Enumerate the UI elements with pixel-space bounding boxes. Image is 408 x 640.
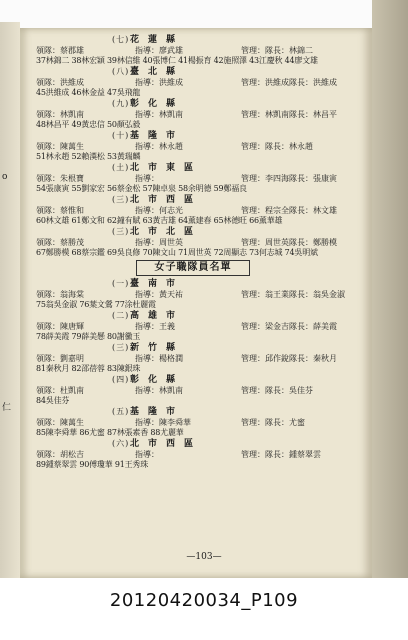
staff-role: 指導：楊格潤	[135, 354, 183, 363]
roster-section	[36, 34, 354, 66]
staff-line	[36, 174, 354, 184]
staff-role: 指導：林永趙	[135, 142, 183, 151]
roster-section	[36, 162, 354, 194]
staff-line	[36, 142, 354, 152]
member-list: 45洪維成 46林金益 47吳飛龍	[36, 88, 141, 97]
staff-line	[36, 418, 354, 428]
staff-role: 指導：林凱南	[135, 110, 183, 119]
staff-role: 指導：洪維成	[135, 78, 183, 87]
roster-section	[36, 406, 354, 438]
section-number: (三)	[112, 343, 130, 352]
page-number: —103—	[186, 552, 222, 562]
staff-role: 管理：林凱南	[241, 110, 289, 119]
roster-section	[36, 310, 354, 342]
staff-role: 隊長：吳佳芬	[265, 386, 313, 395]
section-heading	[36, 278, 354, 290]
staff-role: 隊長：張康寅	[289, 174, 337, 183]
section-number: (七)	[112, 35, 130, 44]
section-heading	[36, 194, 354, 206]
section-city: 基隆市	[130, 407, 185, 417]
member-list: 54張康寅 55劉家宏 56蔡金松 57陳卓泉 58余明德 59鄭福良	[36, 184, 247, 193]
section-heading	[36, 342, 354, 354]
member-list: 75翁吳金淑 76葉文鶯 77涂杜麗霞	[36, 300, 156, 309]
staff-role: 隊長：鄭勝模	[289, 238, 337, 247]
section-city: 北市西區	[130, 195, 203, 205]
section-number: (八)	[112, 67, 130, 76]
section-heading	[36, 66, 354, 78]
staff-role: 指導：何志光	[135, 206, 183, 215]
women-team-title: 女子職隊員名單	[136, 260, 250, 276]
section-heading	[36, 374, 354, 386]
staff-line	[36, 354, 354, 364]
section-city: 彰化縣	[130, 375, 185, 385]
staff-line	[36, 386, 354, 396]
section-number: (四)	[112, 375, 130, 384]
section-number: (十)	[112, 131, 130, 140]
staff-role: 隊長：翁吳金淑	[289, 290, 345, 299]
staff-role: 管理：	[241, 386, 265, 395]
section-city: 高雄市	[130, 311, 185, 321]
staff-role: 指導：	[135, 174, 159, 183]
staff-role: 管理：梁金吉	[241, 322, 289, 331]
staff-role: 管理：	[241, 418, 265, 427]
staff-role: 隊長：林錦二	[265, 46, 313, 55]
staff-role: 領隊：劉嘉明	[36, 354, 84, 363]
section-number: (二)	[112, 311, 130, 320]
staff-line	[36, 290, 354, 300]
member-list: 48林昌平 49黃忠信 50顏弘毅	[36, 120, 141, 129]
staff-role: 隊長：林昌平	[289, 110, 337, 119]
archive-id-caption: 20120420034_P109	[109, 590, 299, 611]
staff-line	[36, 46, 354, 56]
roster-section	[36, 342, 354, 374]
staff-role: 領隊：洪維成	[36, 78, 84, 87]
section-heading	[36, 34, 354, 46]
roster-section	[36, 98, 354, 130]
staff-role: 領隊：蔡惟和	[36, 206, 84, 215]
staff-role: 領隊：胡松吉	[36, 450, 84, 459]
staff-line	[36, 206, 354, 216]
staff-role: 隊長：林文雄	[289, 206, 337, 215]
staff-role: 管理：周世英	[241, 238, 289, 247]
member-list: 85陳李舜華 86尤蜜 87林張素香 88尤麗華	[36, 428, 184, 437]
member-list: 89鍾蔡翠雲 90傅瓊華 91王秀珠	[36, 460, 149, 469]
section-heading	[36, 226, 354, 238]
section-city: 基隆市	[130, 131, 185, 141]
section-city: 新竹縣	[130, 343, 185, 353]
section-heading	[36, 98, 354, 110]
roster-content	[36, 34, 354, 470]
section-number: (土)	[112, 163, 130, 172]
member-list: 37林錦二 38林宏穎 39林信維 40張博仁 41楊振育 42施照澤 43江慶秋 44廖文雄	[36, 56, 318, 65]
staff-role: 領隊：陳萬生	[36, 418, 84, 427]
staff-role: 領隊：朱根寶	[36, 174, 84, 183]
staff-role: 指導：	[135, 450, 159, 459]
staff-role: 指導：林凱南	[135, 386, 183, 395]
book-right-edge	[372, 0, 408, 578]
staff-role: 隊長：林永趙	[265, 142, 313, 151]
book-left-edge	[0, 22, 20, 578]
roster-section	[36, 438, 354, 470]
member-list: 78薛美霞 79薛美懸 80謝黴玉	[36, 332, 141, 341]
section-heading	[36, 406, 354, 418]
staff-role: 指導：陳李舜華	[135, 418, 191, 427]
staff-role: 管理：洪維成	[241, 78, 289, 87]
section-number: (九)	[112, 99, 130, 108]
staff-role: 隊長：洪維成	[289, 78, 337, 87]
section-city: 北市東區	[130, 163, 203, 173]
roster-section	[36, 374, 354, 406]
staff-role: 指導：周世英	[135, 238, 183, 247]
staff-line	[36, 450, 354, 460]
left-margin-mark: 仁	[2, 403, 12, 413]
staff-role: 管理：	[241, 142, 265, 151]
section-city: 北市西區	[130, 439, 203, 449]
section-heading	[36, 438, 354, 450]
staff-role: 指導：廖武雄	[135, 46, 183, 55]
roster-section	[36, 130, 354, 162]
staff-role: 指導：黃天祐	[135, 290, 183, 299]
section-city: 臺北縣	[130, 67, 185, 77]
staff-line	[36, 322, 354, 332]
staff-role: 隊長：薛美霞	[289, 322, 337, 331]
staff-role: 管理：	[241, 450, 265, 459]
staff-line	[36, 110, 354, 120]
roster-section	[36, 66, 354, 98]
section-number: (五)	[112, 407, 130, 416]
staff-role: 領隊：翁海棠	[36, 290, 84, 299]
staff-role: 隊長：鍾蔡翠雲	[265, 450, 321, 459]
member-list: 84吳佳芬	[36, 396, 70, 405]
staff-role: 領隊：林凱南	[36, 110, 84, 119]
member-list: 60林文雄 61鄭文和 62鐘有賦 63黃吉雄 64薰建春 65林德旺 66薰華雄	[36, 216, 283, 225]
staff-role: 領隊：蔡勝茂	[36, 238, 84, 247]
left-margin-mark: o	[2, 172, 8, 182]
staff-role: 管理：	[241, 46, 265, 55]
member-list: 81秦秋月 82邵蓓蓉 83陳銀珠	[36, 364, 141, 373]
section-number: (一)	[112, 279, 130, 288]
staff-role: 管理：翁王業	[241, 290, 289, 299]
roster-section	[36, 278, 354, 310]
staff-role: 管理：邱作銳	[241, 354, 289, 363]
staff-line	[36, 238, 354, 248]
section-city: 臺南市	[130, 279, 185, 289]
staff-role: 管理：程宗全	[241, 206, 289, 215]
staff-role: 指導：王義	[135, 322, 175, 331]
staff-role: 隊長：尤蜜	[265, 418, 305, 427]
staff-role: 領隊：陳萬生	[36, 142, 84, 151]
section-heading	[36, 130, 354, 142]
section-number: (三)	[112, 195, 130, 204]
section-city: 彰化縣	[130, 99, 185, 109]
staff-role: 管理：李四海	[241, 174, 289, 183]
roster-section	[36, 194, 354, 226]
member-list: 51林永趙 52賴漢松 53黃瑞麟	[36, 152, 141, 161]
section-heading	[36, 162, 354, 174]
member-list: 67鄭勝模 68蔡宗鑑 69吳良修 70陳文山 71周世英 72周顯志 73何志城 74吳明斌	[36, 248, 318, 257]
staff-role: 領隊：杜凱南	[36, 386, 84, 395]
staff-role: 領隊：陳唐輝	[36, 322, 84, 331]
section-number: (三)	[112, 227, 130, 236]
roster-section	[36, 226, 354, 258]
section-city: 北市北區	[130, 227, 203, 237]
staff-line	[36, 78, 354, 88]
section-city: 花蓮縣	[130, 35, 185, 45]
staff-role: 隊長：秦秋月	[289, 354, 337, 363]
section-number: (六)	[112, 439, 130, 448]
staff-role: 領隊：蔡郡雄	[36, 46, 84, 55]
section-heading	[36, 310, 354, 322]
